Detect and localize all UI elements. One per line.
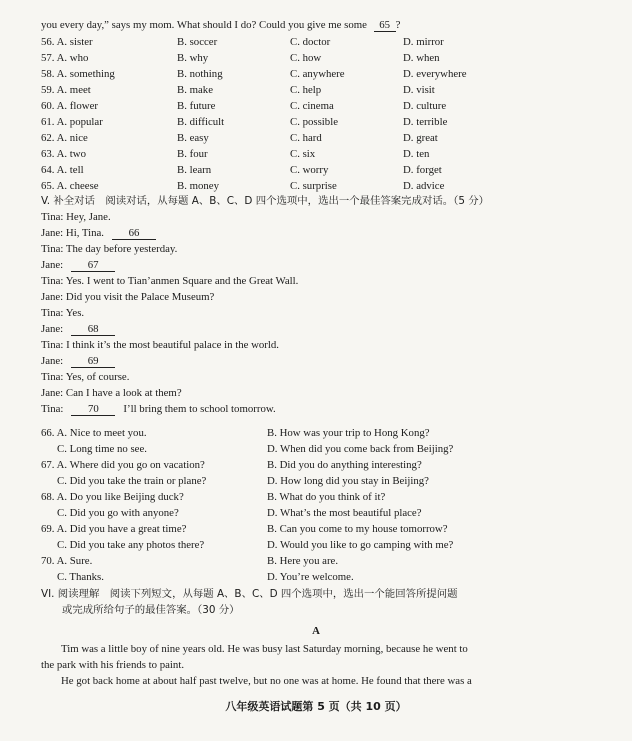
cloze-option-d: D. culture [403, 100, 447, 112]
cloze-option-d: D. mirror [403, 36, 444, 48]
passage-label: A [312, 625, 320, 637]
cloze-option-c: C. six [290, 148, 316, 160]
cloze-option-b: B. soccer [177, 36, 218, 48]
dialogue-option-left: C. Thanks. [57, 571, 104, 583]
paragraph-line-2: the park with his friends to paint. [41, 659, 185, 671]
option-text: A. cheese [56, 180, 99, 192]
question-number: 64. [41, 164, 55, 176]
cloze-option-a [41, 179, 99, 193]
speaker: Jane: [41, 227, 64, 239]
dialogue-line [41, 402, 276, 416]
cloze-option-c: C. doctor [290, 36, 331, 48]
intro-text: you every day,” says my mom. What should I do? Could you give me some [41, 19, 367, 31]
section-vi-heading-line1: VI. 阅读理解 阅读下列短文，从每题 A、B、C、D 四个选项中，选出一个能回答所提问题 [41, 588, 458, 600]
speaker: Tina: [41, 307, 64, 319]
dialogue-option-right: B. What do you think of it? [267, 491, 386, 503]
cloze-option-a [41, 99, 98, 113]
dialogue-text: Can I have a look at them? [65, 387, 182, 399]
dialogue-option-right: B. Can you come to my house tomorrow? [267, 523, 448, 535]
cloze-option-b: B. four [177, 148, 208, 160]
cloze-option-b: B. nothing [177, 68, 223, 80]
dialogue-option-left: C. Long time no see. [57, 443, 147, 455]
dialogue-option-left: C. Did you take the train or plane? [57, 475, 207, 487]
dialogue-option-right: B. Did you do anything interesting? [267, 459, 422, 471]
option-text: A. popular [56, 116, 103, 128]
option-text: A. nice [56, 132, 88, 144]
dialogue-line [41, 258, 115, 272]
question-number: 62. [41, 132, 55, 144]
cloze-option-d: D. everywhere [403, 68, 467, 80]
dialogue-text: Yes. I went to Tian’anmen Square and the Great Wall. [65, 275, 299, 287]
question-number: 58. [41, 68, 55, 80]
cloze-option-d: D. terrible [403, 116, 448, 128]
question-number: 59. [41, 84, 55, 96]
dialogue-text: The day before yesterday. [65, 243, 178, 255]
speaker: Jane: [41, 259, 64, 271]
cloze-option-c: C. anywhere [290, 68, 345, 80]
cloze-option-d: D. advice [403, 180, 445, 192]
dialogue-option-left: 69. A. Did you have a great time? [41, 523, 187, 535]
cloze-option-c: C. possible [290, 116, 338, 128]
dialogue-text: I think it’s the most beautiful palace in the world. [66, 339, 279, 351]
cloze-option-b: B. difficult [177, 116, 225, 128]
cloze-option-a [41, 83, 91, 97]
option-text: A. sister [56, 36, 93, 48]
question-number: 56. [41, 36, 55, 48]
speaker: Jane: [41, 291, 64, 303]
option-text: A. tell [56, 164, 84, 176]
dialogue-option-left: 66. A. Nice to meet you. [41, 427, 147, 439]
cloze-option-b: B. why [177, 52, 209, 64]
cloze-option-d: D. forget [403, 164, 442, 176]
speaker: Tina: [41, 371, 64, 383]
dialogue-line [41, 210, 111, 224]
intro-line [41, 18, 400, 32]
cloze-option-a [41, 67, 115, 81]
option-text: A. meet [56, 84, 91, 96]
blank-69: 69 [71, 355, 115, 368]
question-number: 57. [41, 52, 55, 64]
blank-66: 66 [112, 227, 156, 240]
dialogue-line [41, 226, 156, 240]
cloze-option-a [41, 51, 88, 65]
dialogue-line [41, 274, 298, 288]
option-text: A. something [56, 68, 115, 80]
dialogue-line [41, 322, 115, 336]
blank-67: 67 [71, 259, 115, 272]
dialogue-option-right: D. Would you like to go camping with me? [267, 539, 454, 551]
dialogue-option-left: 68. A. Do you like Beijing duck? [41, 491, 184, 503]
cloze-option-b: B. learn [177, 164, 212, 176]
question-number: 61. [41, 116, 55, 128]
speaker: Jane: [41, 323, 64, 335]
section-vi-heading-line2: 或完成所给句子的最佳答案。（30 分） [62, 604, 240, 616]
cloze-option-c: C. help [290, 84, 322, 96]
dialogue-line [41, 242, 177, 256]
speaker: Jane: [41, 355, 64, 367]
speaker: Jane: [41, 387, 64, 399]
dialogue-line [41, 386, 182, 400]
cloze-option-b: B. easy [177, 132, 209, 144]
speaker: Tina: [41, 243, 64, 255]
dialogue-after-text: I’ll bring them to school tomorrow. [123, 403, 276, 415]
cloze-option-a [41, 115, 103, 129]
cloze-option-c: C. how [290, 52, 322, 64]
cloze-option-c: C. hard [290, 132, 322, 144]
cloze-option-d: D. visit [403, 84, 435, 96]
cloze-option-c: C. cinema [290, 100, 334, 112]
dialogue-option-left: 67. A. Where did you go on vacation? [41, 459, 205, 471]
dialogue-option-left: C. Did you go with anyone? [57, 507, 179, 519]
dialogue-text: Yes, of course. [65, 371, 130, 383]
question-number: 60. [41, 100, 55, 112]
speaker: Tina: [41, 275, 64, 287]
cloze-option-b: B. future [177, 100, 216, 112]
cloze-option-b: B. money [177, 180, 219, 192]
dialogue-option-left: 70. A. Sure. [41, 555, 93, 567]
option-text: A. two [56, 148, 87, 160]
dialogue-text: Hi, Tina. [65, 227, 104, 239]
page-footer: 八年级英语试题第 5 页（共 10 页） [225, 700, 407, 713]
dialogue-option-right: D. When did you come back from Beijing? [267, 443, 454, 455]
dialogue-option-right: D. You’re welcome. [267, 571, 354, 583]
option-text: A. flower [56, 100, 98, 112]
option-text: A. who [56, 52, 89, 64]
blank-70: 70 [71, 403, 115, 416]
blank-65: 65 [374, 19, 396, 32]
section-v-heading: V. 补全对话 阅读对话，从每题 A、B、C、D 四个选项中，选出一个最佳答案完成对话。（5 分） [41, 195, 490, 207]
cloze-option-a [41, 163, 84, 177]
dialogue-option-left: C. Did you take any photos there? [57, 539, 205, 551]
dialogue-line [41, 354, 115, 368]
dialogue-line [41, 370, 129, 384]
dialogue-line [41, 290, 214, 304]
cloze-option-a [41, 131, 88, 145]
dialogue-line [41, 338, 279, 352]
dialogue-line [41, 306, 84, 320]
speaker: Tina: [41, 339, 64, 351]
speaker: Tina: [41, 211, 64, 223]
dialogue-text: Yes. [65, 307, 85, 319]
paragraph-line-3: He got back home at about half past twelve, but no one was at home. He found that there was a [61, 675, 472, 687]
dialogue-option-right: B. Here you are. [267, 555, 339, 567]
speaker: Tina: [41, 403, 64, 415]
cloze-option-c: C. worry [290, 164, 329, 176]
intro-end: ? [395, 19, 401, 31]
dialogue-text: Hey, Jane. [66, 211, 111, 223]
cloze-option-d: D. when [403, 52, 440, 64]
cloze-option-a [41, 147, 86, 161]
dialogue-option-right: B. How was your trip to Hong Kong? [267, 427, 430, 439]
cloze-option-d: D. ten [403, 148, 430, 160]
question-number: 63. [41, 148, 55, 160]
cloze-option-d: D. great [403, 132, 438, 144]
question-number: 65. [41, 180, 55, 192]
paragraph-line-1: Tim was a little boy of nine years old. He was busy last Saturday morning, because he went to [61, 643, 468, 655]
dialogue-option-right: D. How long did you stay in Beijing? [267, 475, 429, 487]
blank-68: 68 [71, 323, 115, 336]
dialogue-text: Did you visit the Palace Museum? [65, 291, 215, 303]
dialogue-option-right: D. What’s the most beautiful place? [267, 507, 422, 519]
cloze-option-b: B. make [177, 84, 213, 96]
cloze-option-c: C. surprise [290, 180, 337, 192]
cloze-option-a [41, 35, 93, 49]
